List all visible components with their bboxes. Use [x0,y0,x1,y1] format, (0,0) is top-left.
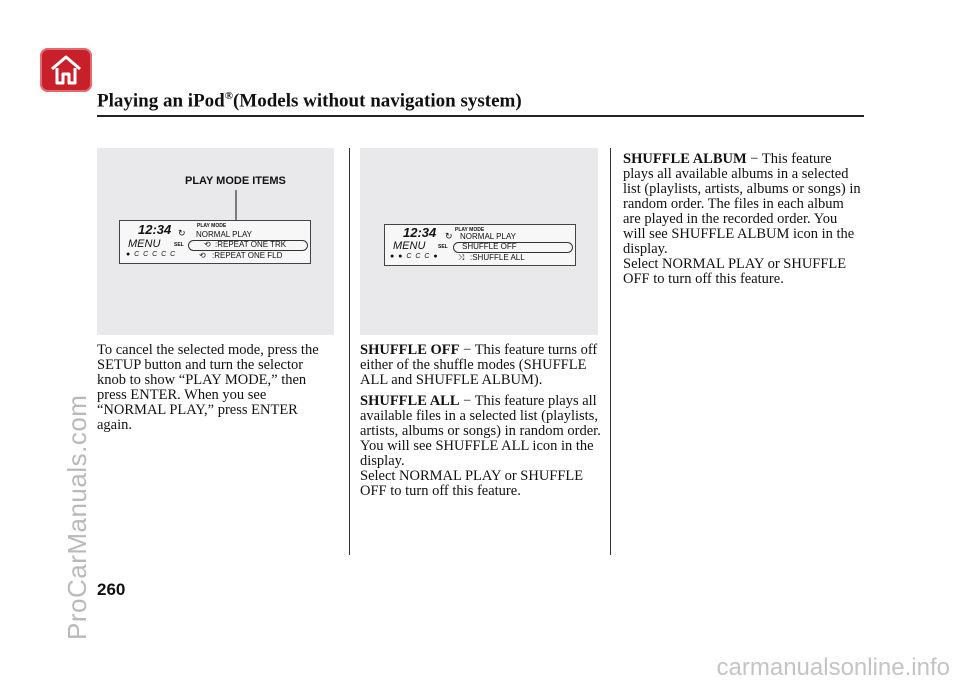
figure-shuffle-mode [360,148,598,335]
callout-label: PLAY MODE ITEMS [185,175,286,187]
shuffle-all-paragraph [360,394,605,439]
shuffle-album-term: SHUFFLE ALBUM [623,151,747,167]
lcd-row-2: :REPEAT ONE TRK [215,240,287,249]
watermark-left: ProCarManuals.com [62,394,92,640]
shuffle-all-icon-note: You will see SHUFFLE ALL icon in the display. [360,438,594,469]
lcd-display [119,220,311,264]
watermark-bottom: carmanualsonline.info [716,654,950,681]
cancel-mode-paragraph: To cancel the selected mode, press the SETUP button and turn the selector knob to show “PLAY MODE,” then press ENTER. When you see “NORMAL PLAY,” press ENTER again. [97,342,319,433]
knob-icon: ↻ [445,231,453,241]
shuffle-off-body: This feature turns off either of the shuffle modes (SHUFFLE ALL and SHUFFLE ALBUM). [360,342,598,388]
column-divider-2 [610,148,611,555]
home-button[interactable] [40,48,92,92]
lcd-sel-label: SEL [438,244,448,250]
home-icon [49,54,83,86]
lcd-clock: 12:34 [138,222,172,237]
column-divider-1 [349,148,350,555]
lcd-menu: MENU [128,238,161,250]
knob-icon: ↻ [178,228,186,238]
shuffle-album-paragraph [623,152,863,257]
lcd-status-icons: ● C C C C C [126,251,177,258]
repeat-icon: ⟲ [204,240,211,249]
lcd-row-3: :SHUFFLE ALL [470,253,525,262]
lcd-mode-label: PLAY MODE [197,223,227,229]
lcd-mode-label: PLAY MODE [455,227,485,233]
figure-play-mode-items [97,148,334,335]
shuffle-album-dash: − [750,151,759,167]
shuffle-icon: ⤨ [458,253,465,262]
shuffle-off-term: SHUFFLE OFF [360,342,460,358]
lcd-row-3: :REPEAT ONE FLD [212,251,283,260]
shuffle-all-body: This feature plays all available files in a selected list (playlists, artists, albums or songs) in random order. [360,393,601,439]
repeat-folder-icon: ⟲ [199,251,206,260]
page-number: 260 [97,580,126,599]
lcd-clock: 12:34 [403,225,437,240]
lcd-menu: MENU [393,240,426,252]
shuffle-album-body: This feature plays all available albums in a selected list (playlists, artists, albums or songs) in random order. The files in each album are played in the recorded order. You will see SHUFFLE ALBUM icon in the display. [623,151,861,257]
shuffle-all-select-note: Select NORMAL PLAY or SHUFFLE OFF to turn off this feature. [360,468,584,499]
lcd-sel-label: SEL [174,242,184,248]
shuffle-all-term: SHUFFLE ALL [360,393,460,409]
column-2-text [360,343,605,505]
column-3-text [623,152,863,293]
lcd-row-2: SHUFFLE OFF [462,242,517,251]
shuffle-album-select-note: Select NORMAL PLAY or SHUFFLE OFF to turn off this feature. [623,256,847,287]
column-1-text [97,343,335,439]
lcd-status-icons: ● ● C C C ● [390,253,439,260]
shuffle-off-paragraph [360,343,605,388]
lcd-display [384,224,576,266]
lcd-row-1: NORMAL PLAY [196,230,253,239]
page-title: Playing an iPod®(Models without navigation system) [97,90,522,112]
shuffle-off-dash: − [463,342,472,358]
lcd-row-1: NORMAL PLAY [460,232,517,241]
header-rule [97,115,864,117]
shuffle-all-dash: − [463,393,472,409]
